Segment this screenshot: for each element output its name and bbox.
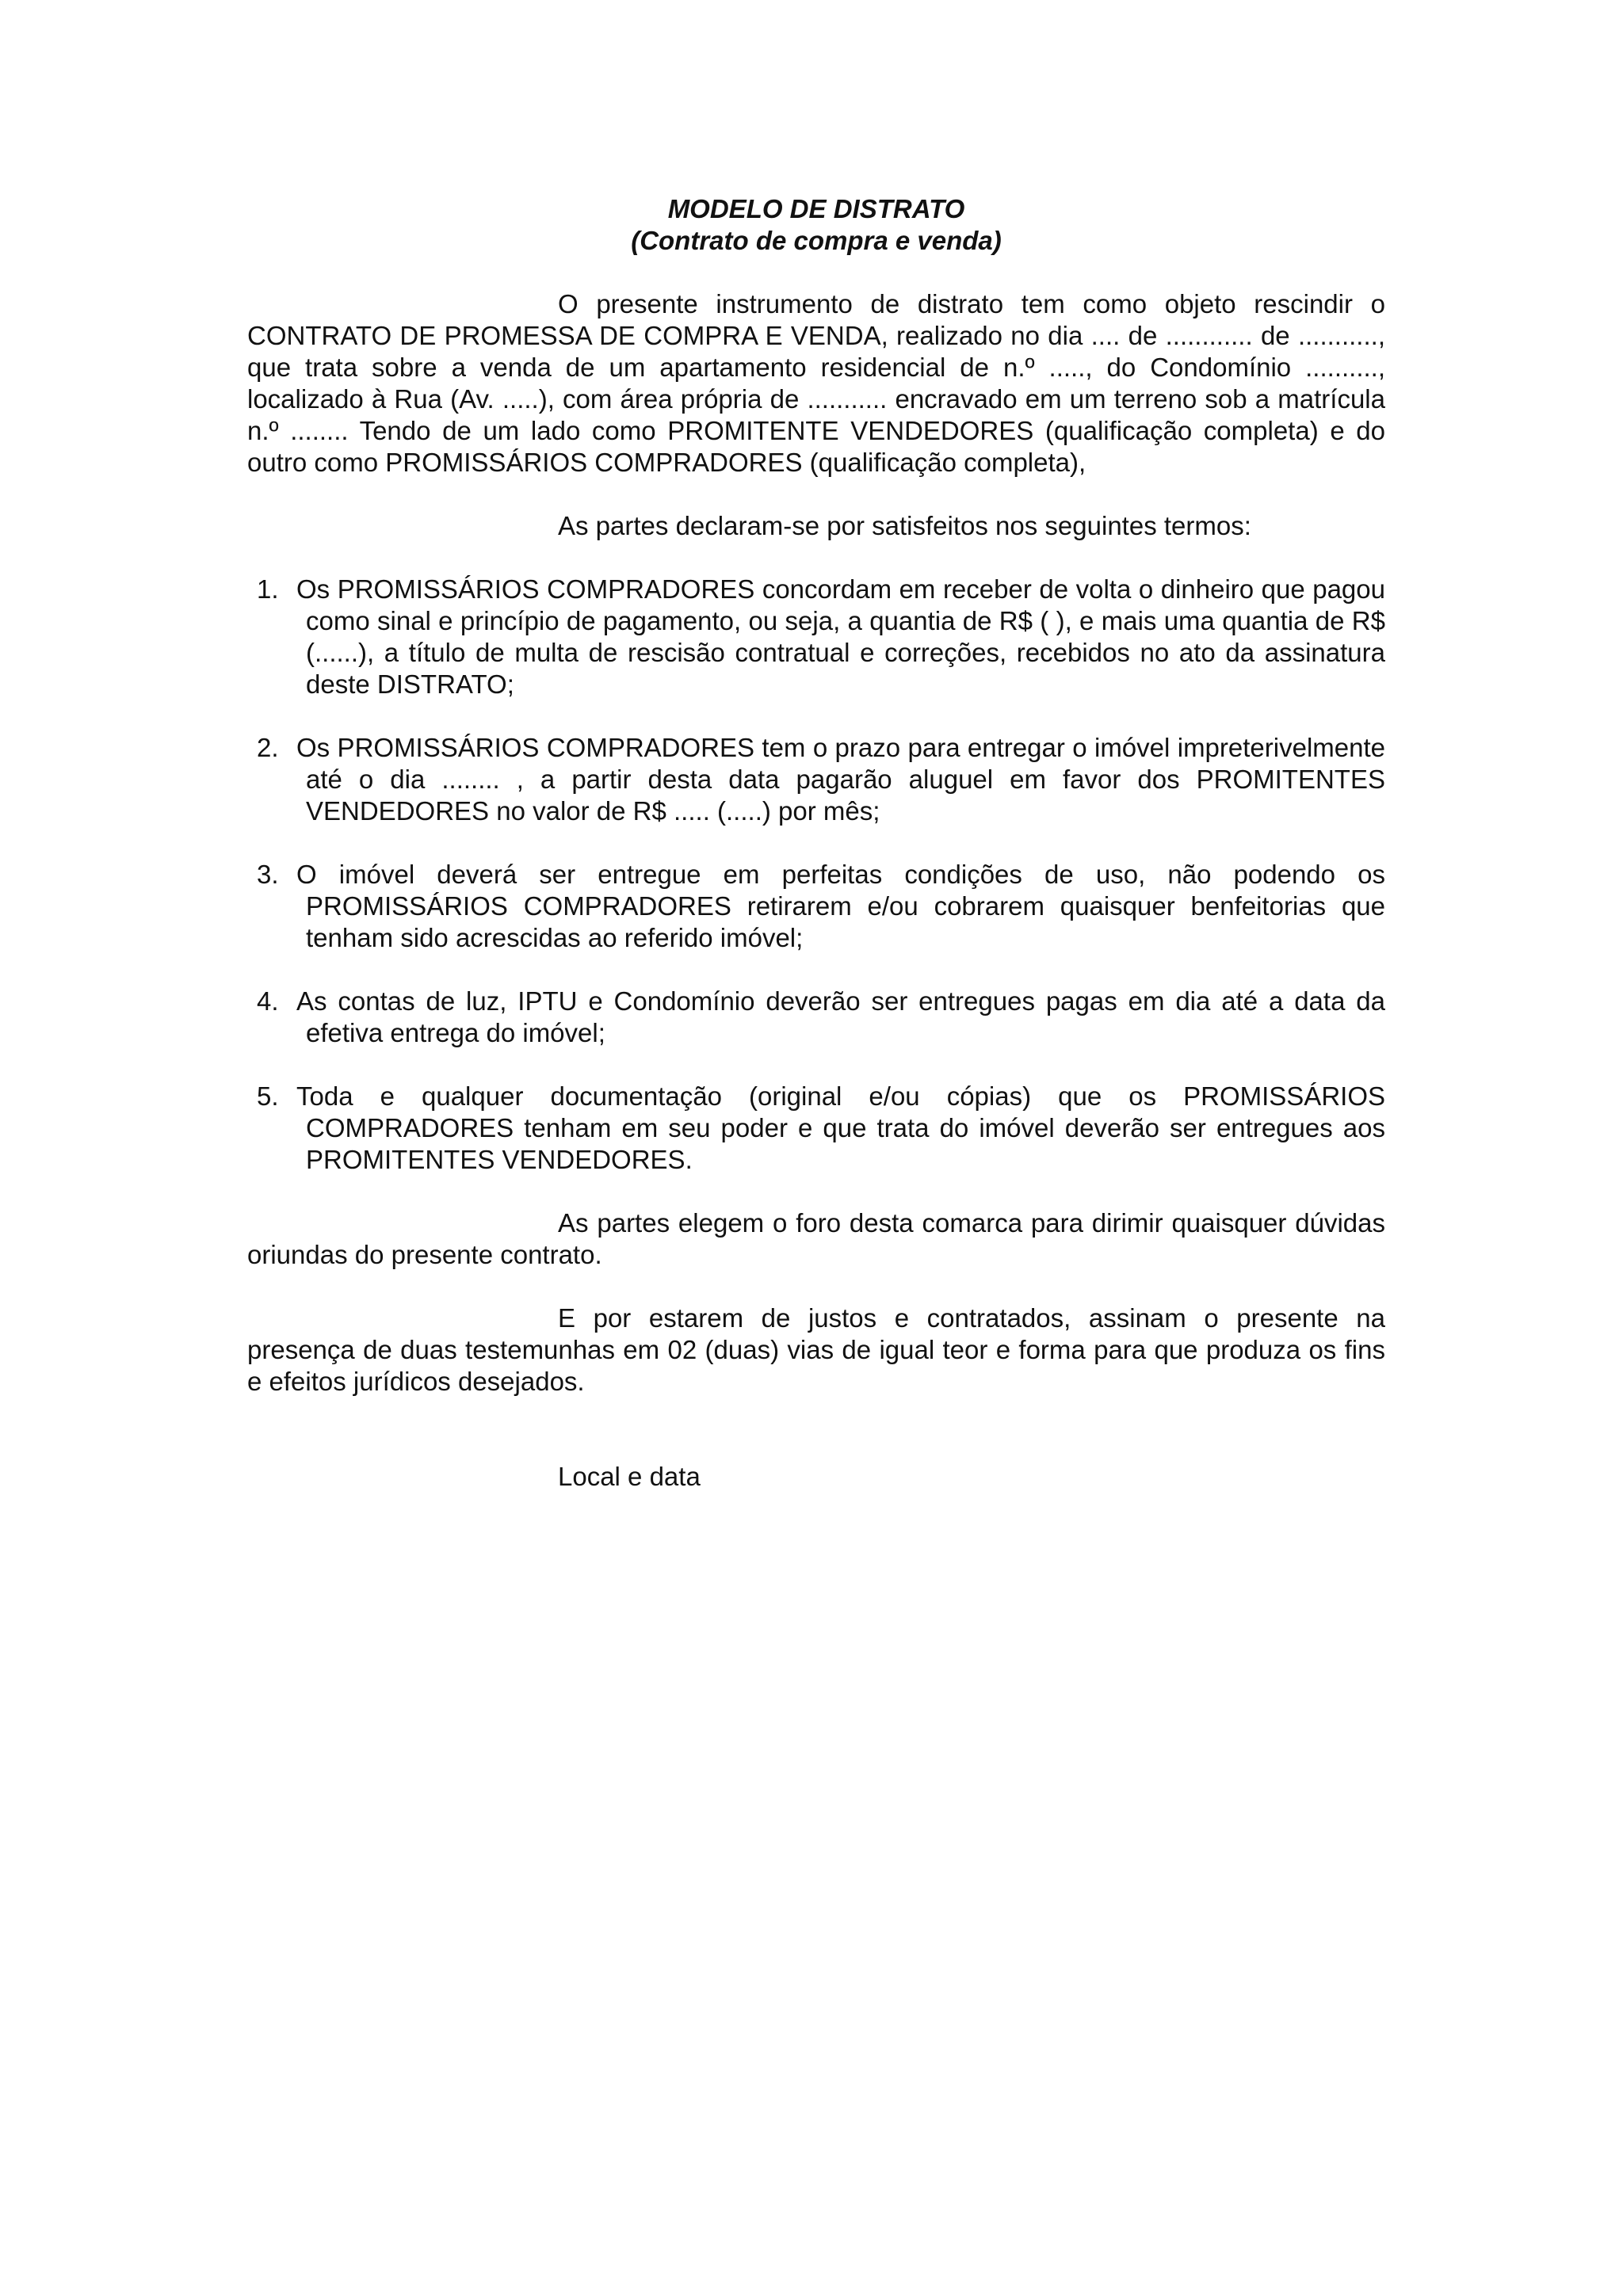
intro-paragraph: O presente instrumento de distrato tem como objeto rescindir o CONTRATO DE PROMESSA DE COMPRA E VENDA, realizado no dia .... de ............ de ..........., que trata sobre a venda de um apartamento residencial de n.º ....., do Condomínio .........., localizado à Rua (Av. .....), com área própria de ........... encravado em um terreno sob a matrícula n.º ........ Tendo de um lado como PROMITENTE VENDEDORES (qualificação completa) e do outro como PROMISSÁRIOS COMPRADORES (qualificação completa),: [247, 289, 1385, 477]
document-page: [247, 193, 1385, 1493]
clause-number: 1.: [257, 574, 279, 604]
clause-text: O imóvel deverá ser entregue em perfeitas condições de uso, não podendo os PROMISSÁRIOS COMPRADORES retirarem e/ou cobrarem quaisquer benfeitorias que tenham sido acrescidas ao referido imóvel;: [296, 860, 1385, 952]
clause-item: [247, 1081, 1385, 1176]
document-subtitle: (Contrato de compra e venda): [631, 226, 1002, 255]
clause-text: Os PROMISSÁRIOS COMPRADORES tem o prazo para entregar o imóvel impreterivelmente até o dia ........ , a partir desta data pagarão aluguel em favor dos PROMITENTES VENDEDORES no valor de R$ ..... (.....) por mês;: [296, 733, 1385, 826]
clause-number: 5.: [257, 1081, 279, 1111]
clause-number: 2.: [257, 733, 279, 762]
clause-number: 3.: [257, 860, 279, 889]
clause-item: [247, 732, 1385, 827]
clause-item: [247, 574, 1385, 700]
document-title: MODELO DE DISTRATO: [667, 194, 965, 223]
closing-paragraph: E por estarem de justos e contratados, assinam o presente na presença de duas testemunhas em 02 (duas) vias de igual teor e forma para que produza os fins e efeitos jurídicos desejados.: [247, 1303, 1385, 1396]
place-and-date: Local e data: [558, 1462, 701, 1491]
clause-number: 4.: [257, 986, 279, 1016]
forum-paragraph: As partes elegem o foro desta comarca para dirimir quaisquer dúvidas oriundas do presente contrato.: [247, 1208, 1385, 1269]
clause-item: [247, 986, 1385, 1049]
clause-text: As contas de luz, IPTU e Condomínio deverão ser entregues pagas em dia até a data da efetiva entrega do imóvel;: [296, 986, 1385, 1047]
clauses-list: [247, 574, 1385, 1176]
clause-item: [247, 859, 1385, 954]
clause-text: Os PROMISSÁRIOS COMPRADORES concordam em receber de volta o dinheiro que pagou como sinal e princípio de pagamento, ou seja, a quantia de R$ ( ), e mais uma quantia de R$ (......), a título de multa de rescisão contratual e correções, recebidos no ato da assinatura deste DISTRATO;: [296, 574, 1385, 699]
terms-intro: As partes declaram-se por satisfeitos nos seguintes termos:: [558, 511, 1251, 540]
clause-text: Toda e qualquer documentação (original e/ou cópias) que os PROMISSÁRIOS COMPRADORES tenham em seu poder e que trata do imóvel deverão ser entregues aos PROMITENTES VENDEDORES.: [296, 1081, 1385, 1174]
